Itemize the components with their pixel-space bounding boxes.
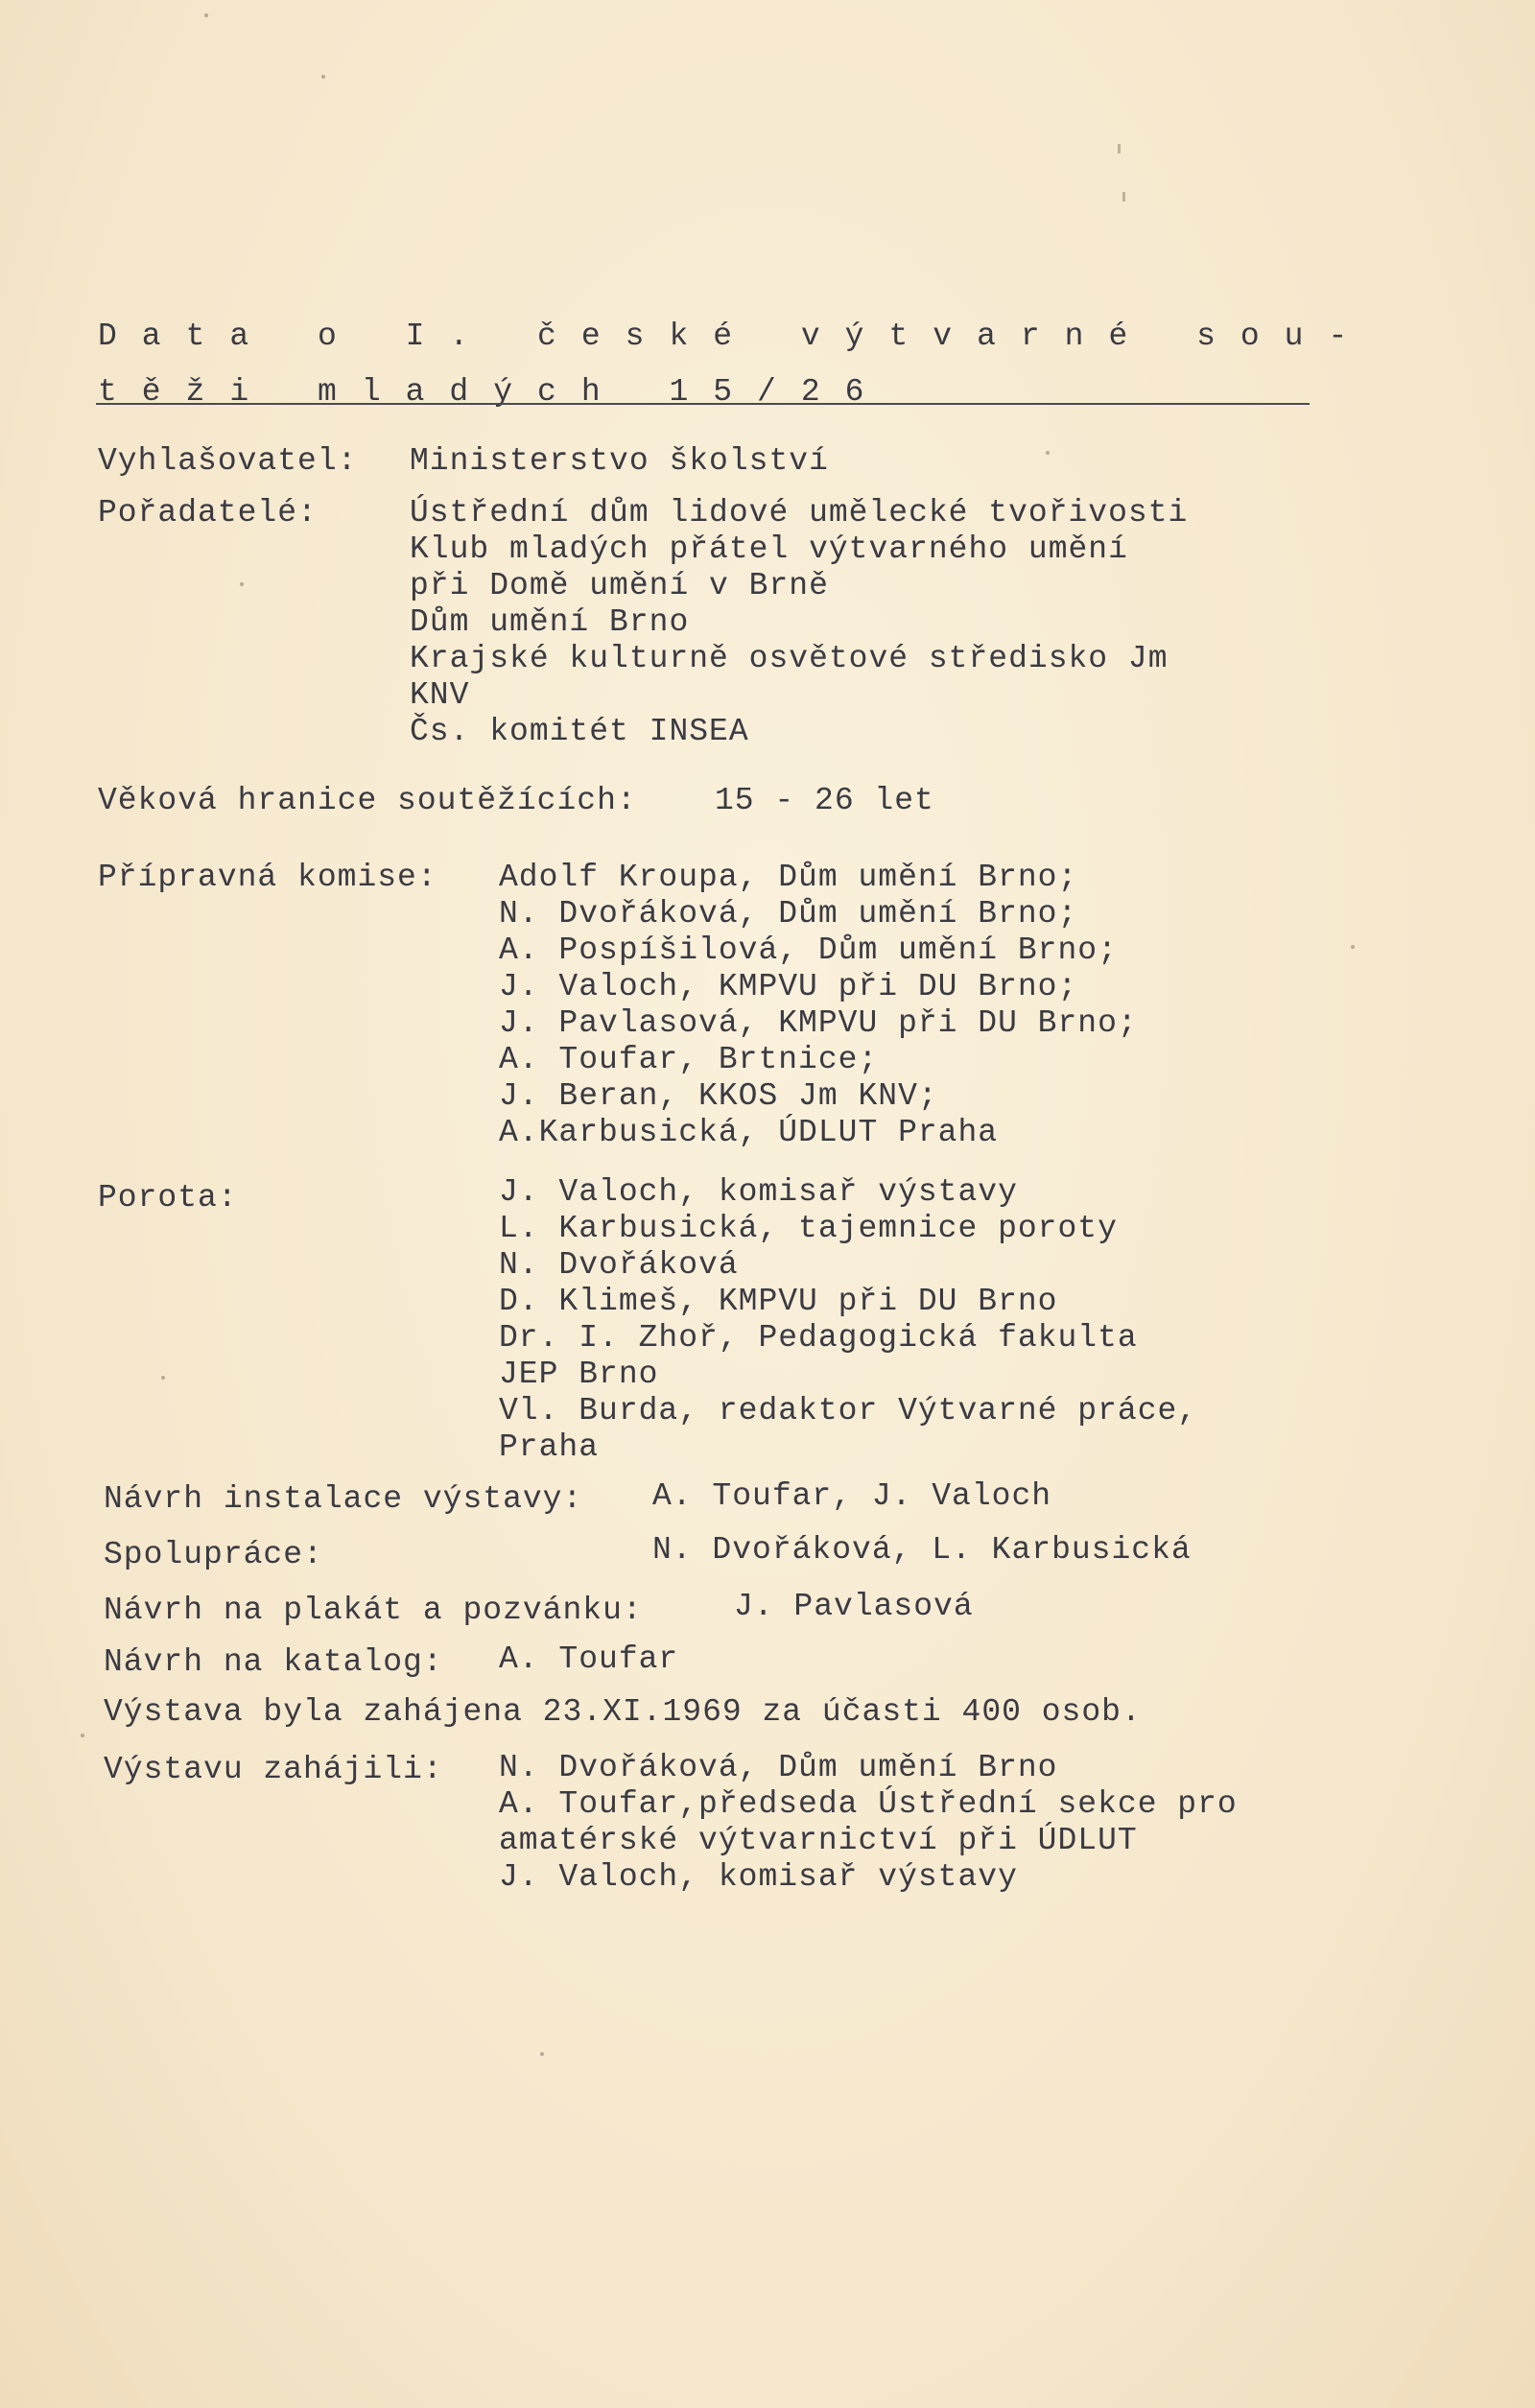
- porota-member: Praha: [499, 1429, 600, 1465]
- komise-member: J. Beran, KKOS Jm KNV;: [499, 1078, 938, 1114]
- porota-member: Dr. I. Zhoř, Pedagogická fakulta: [499, 1320, 1138, 1356]
- komise-member: A. Pospíšilová, Dům umění Brno;: [499, 933, 1118, 968]
- zahajili-line: N. Dvořáková, Dům umění Brno: [499, 1750, 1058, 1785]
- porota-member: D. Klimeš, KMPVU při DU Brno: [499, 1284, 1058, 1319]
- porota-member: J. Valoch, komisař výstavy: [499, 1174, 1018, 1210]
- document-title-line2: těži mladých 15/26: [98, 374, 889, 410]
- porota-member: L. Karbusická, tajemnice poroty: [499, 1211, 1118, 1246]
- komise-member: J. Valoch, KMPVU při DU Brno;: [499, 969, 1078, 1004]
- poradatele-line: KNV: [410, 677, 470, 713]
- vystava-zahajena-text: Výstava byla zahájena 23.XI.1969 za účasti 400 osob.: [104, 1694, 1142, 1730]
- zahajili-line: A. Toufar,předseda Ústřední sekce pro: [499, 1786, 1238, 1822]
- navrh-instalace-value: A. Toufar, J. Valoch: [652, 1478, 1052, 1514]
- poradatele-label: Pořadatelé:: [98, 495, 318, 531]
- paper-speck: [204, 13, 208, 17]
- spoluprace-value: N. Dvořáková, L. Karbusická: [652, 1532, 1192, 1568]
- komise-member: N. Dvořáková, Dům umění Brno;: [499, 896, 1078, 932]
- title-underline: [96, 403, 1310, 405]
- poradatele-line: Dům umění Brno: [410, 604, 690, 640]
- paper-mark: [1118, 144, 1121, 153]
- komise-member: Adolf Kroupa, Dům umění Brno;: [499, 860, 1078, 895]
- paper-speck: [81, 1734, 84, 1737]
- vystavu-zahajili-label: Výstavu zahájili:: [104, 1752, 443, 1787]
- komise-member: A. Toufar, Brtnice;: [499, 1042, 879, 1077]
- paper-speck: [1351, 945, 1355, 949]
- zahajili-line: J. Valoch, komisař výstavy: [499, 1859, 1018, 1895]
- navrh-instalace-label: Návrh instalace výstavy:: [104, 1481, 583, 1517]
- paper-speck: [240, 582, 244, 586]
- navrh-plakat-value: J. Pavlasová: [734, 1589, 974, 1624]
- poradatele-line: Čs. komitét INSEA: [410, 714, 749, 749]
- komise-member: A.Karbusická, ÚDLUT Praha: [499, 1115, 999, 1150]
- navrh-plakat-label: Návrh na plakát a pozvánku:: [104, 1593, 643, 1628]
- poradatele-line: Ústřední dům lidové umělecké tvořivosti: [410, 495, 1189, 531]
- paper-speck: [321, 75, 325, 79]
- pripravna-komise-label: Přípravná komise:: [98, 860, 437, 895]
- poradatele-line: Klub mladých přátel výtvarného umění: [410, 531, 1128, 567]
- poradatele-line: při Domě umění v Brně: [410, 568, 829, 603]
- komise-member: J. Pavlasová, KMPVU při DU Brno;: [499, 1005, 1138, 1041]
- porota-label: Porota:: [98, 1180, 238, 1216]
- paper-speck: [1046, 451, 1050, 455]
- porota-member: Vl. Burda, redaktor Výtvarné práce,: [499, 1393, 1198, 1428]
- zahajili-line: amatérské výtvarnictví při ÚDLUT: [499, 1823, 1138, 1858]
- paper-speck: [540, 2052, 544, 2056]
- vekova-hranice-label: Věková hranice soutěžících:: [98, 783, 637, 818]
- document-title-line1: Data o I. české výtvarné sou-: [98, 319, 1373, 354]
- porota-member: JEP Brno: [499, 1357, 659, 1392]
- spoluprace-label: Spolupráce:: [104, 1537, 323, 1572]
- porota-member: N. Dvořáková: [499, 1247, 739, 1283]
- vyhlasovatel-value: Ministerstvo školství: [410, 443, 829, 479]
- paper-mark: [1122, 192, 1125, 201]
- vyhlasovatel-label: Vyhlašovatel:: [98, 443, 358, 479]
- vekova-hranice-value: 15 - 26 let: [715, 783, 934, 818]
- navrh-katalog-value: A. Toufar: [499, 1641, 679, 1677]
- paper-speck: [161, 1376, 165, 1380]
- navrh-katalog-label: Návrh na katalog:: [104, 1644, 443, 1680]
- poradatele-line: Krajské kulturně osvětové středisko Jm: [410, 641, 1169, 676]
